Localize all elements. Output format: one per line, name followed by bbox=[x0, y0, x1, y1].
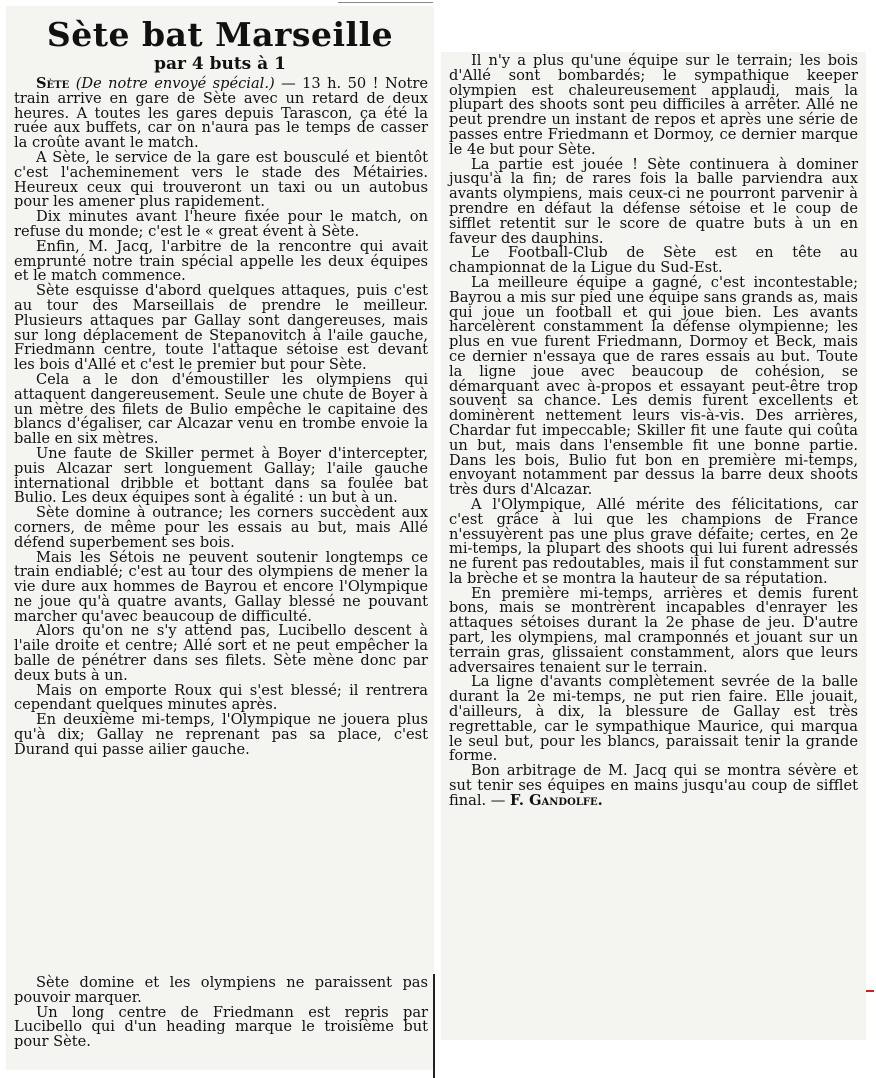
paragraph: Le Football-Club de Sète est en tête au championnat de la Ligue du Sud-Est. bbox=[449, 244, 858, 277]
paragraph: Cela a le don d'émoustiller les olympiens qui attaquent dangereusement. Seule une chute de Boyer à un mètre des filets de Bulio empêche le capitaine des blancs d'égaliser, car Alcazar venu en trombe envoie la balle en six mètres. bbox=[14, 370, 428, 448]
dateline-place: Sète bbox=[36, 75, 70, 92]
paragraph: La ligne d'avants complètement sevrée de la balle durant la 2e mi-temps, ne put rien faire. Elle jouait, d'ailleurs, à dix, la blessure de Gallay est très regrettable, car le sympathique Maurice, qui marqua le seul but, pour les blancs, paraissait tenir la grande forme. bbox=[449, 673, 858, 765]
dateline-time: — 13 h. 50 ! bbox=[274, 75, 385, 92]
byline-signature: F. Gandolfe. bbox=[510, 791, 603, 809]
paragraph: Mais les Sétois ne peuvent soutenir longtemps ce train endiablé; c'est au tour des olympiens de mener la vie dure aux hommes de Bayrou et encore l'Olympique ne joue qu'à quatre avants, Gallay blessé ne pouvant marcher qu'avec beaucoup de difficulté. bbox=[14, 548, 428, 625]
column-rule bbox=[433, 974, 435, 1078]
paragraph: A Sète, le service de la gare est bousculé et bientôt c'est l'acheminement vers le stade des Métairies. Heureux ceux qui trouveront un taxi ou un autobus pour les amener plus rapidement. bbox=[14, 148, 428, 211]
paragraph: Bon arbitrage de M. Jacq qui se montra sévère et sut tenir ses équipes en mains jusqu'au coup de sifflet final. bbox=[449, 762, 858, 809]
article-headline: Sète bat Marseille bbox=[46, 15, 394, 54]
paragraph: Enfin, M. Jacq, l'arbitre de la rencontre qui avait emprunté notre train spécial appelle les deux équipes et le match commence. bbox=[14, 237, 428, 285]
paragraph: Une faute de Skiller permet à Boyer d'intercepter, puis Alcazar sert longuement Gallay; l'aile gauche international dribble et bottant dans sa foulée bat Bulio. Les deux équipes sont à égalité : un but à un. bbox=[14, 444, 428, 507]
right-column-text bbox=[441, 52, 866, 809]
left-column-text bbox=[6, 77, 434, 758]
paragraph: La meilleure équipe a gagné, c'est incontestable; Bayrou a mis sur pied une équipe sans grands as, mais qui joue un football et qui joue bien. Les avants harcelèrent constamment la défense olympienne; les plus en vue furent Friedmann, Dormoy et Beck, mais ce dernier n'essaya que de rares essais au but. Toute la ligne joue avec beaucoup de cohésion, se démarquant avec à-propos et essayant peut-être trop souvent sa chance. Les demis furent excellents et dominèrent nettement leurs vis-à-vis. Des arrières, Chardar fut impeccable; Skiller fit une faute qui coûta un but, mais dans l'ensemble fit une bonne partie. Dans les bois, Bulio fut bon en première mi-temps, envoyant notamment par dessus la barre deux shoots très durs d'Alcazar. bbox=[449, 273, 858, 499]
dateline bbox=[14, 77, 428, 151]
paragraph: Il n'y a plus qu'une équipe sur le terrain; les bois d'Allé sont bombardés; le sympathique keeper olympien est chaleureusement applaudi, mais la plupart des shoots sont peu difficiles à arrêter. Allé ne peut prendre un instant de repos et après une série de passes entre Friedmann et Dormoy, ce dernier marque le 4e but pour Sète. bbox=[449, 52, 858, 158]
paragraph: A l'Olympique, Allé mérite des félicitations, car c'est grâce à lui que les champions de France n'essuyèrent pas une plus grave défaite; certes, en 2e mi-temps, la plupart des shoots qui lui furent adressés ne furent pas redoutables, mais il fut constamment sur la brèche et se montra la hauteur de sa réputation. bbox=[449, 495, 858, 587]
top-rule bbox=[338, 2, 433, 3]
paragraph: Alors qu'on ne s'y attend pas, Lucibello descent à l'aile droite et centre; Allé sort et ne peut empêcher la balle de pénétrer dans ses filets. Sète mène donc par deux buts à un. bbox=[14, 622, 428, 684]
paragraph: Mais on emporte Roux qui s'est blessé; il rentrera cependant quelques minutes après. bbox=[14, 681, 428, 714]
bottom-column-text bbox=[6, 970, 434, 1050]
signature-dash: — bbox=[486, 791, 511, 809]
closing-paragraph bbox=[449, 764, 858, 808]
paragraph: Sète domine à outrance; les corners succèdent aux corners, de même pour les essais au but, mais Allé défend superbement ses bois. bbox=[14, 504, 428, 551]
article-bottom-left-clipping bbox=[6, 970, 434, 1070]
paragraph: Sète domine et les olympiens ne paraissent pas pouvoir marquer. bbox=[14, 974, 428, 1006]
article-right-column-clipping bbox=[441, 52, 866, 1040]
paragraph: La partie est jouée ! Sète continuera à dominer jusqu'à la fin; de rares fois la balle parviendra aux avants olympiens, mais ceux-ci ne pourront parvenir à prendre en défaut la défense sétoise et le coup de sifflet retentit sur le score de quatre buts à un en faveur des dauphins. bbox=[449, 155, 858, 247]
red-margin-mark bbox=[866, 990, 874, 992]
paragraph: Un long centre de Friedmann est repris par Lucibello qui d'un heading marque le troisième but pour Sète. bbox=[14, 1003, 428, 1051]
dateline-source: (De notre envoyé spécial.) bbox=[75, 75, 275, 92]
article-subhead: par 4 buts à 1 bbox=[154, 54, 286, 74]
paragraph: En première mi-temps, arrières et demis furent bons, mais se montrèrent incapables d'enrayer les attaques sétoises durant la 2e phase de jeu. D'autre part, les olympiens, mal cramponnés et jouant sur un terrain gras, glissaient constamment, alors que leurs adversaires tenaient sur le terrain. bbox=[449, 584, 858, 676]
paragraph: Notre train arrive en gare de Sète avec un retard de deux heures. A toutes les gares depuis Tarascon, ça été la ruée aux buffets, car on n'aura pas le temps de casser la croûte avant le match. bbox=[14, 75, 428, 152]
article-left-column-clipping bbox=[6, 6, 434, 970]
paragraph: Dix minutes avant l'heure fixée pour le match, on refuse du monde; c'est le « great évent à Sète. bbox=[14, 208, 428, 240]
paragraph: En deuxième mi-temps, l'Olympique ne jouera plus qu'à dix; Gallay ne reprenant pas sa place, c'est Durand qui passe ailier gauche. bbox=[14, 711, 428, 758]
paragraph: Sète esquisse d'abord quelques attaques, puis c'est au tour des Marseillais de prendre le meilleur. Plusieurs attaques par Gallay sont dangereuses, mais sur long déplacement de Stepanovitch à l'aile gauche, Friedmann centre, toute l'attaque sétoise est devant les bois d'Allé et c'est le premier but pour Sète. bbox=[14, 282, 428, 374]
